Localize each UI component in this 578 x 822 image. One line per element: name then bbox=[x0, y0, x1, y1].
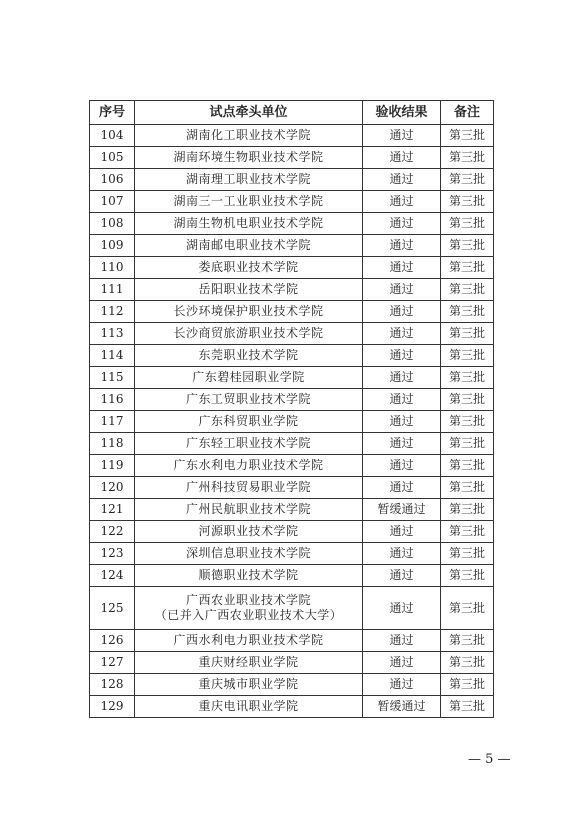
table-row bbox=[90, 477, 494, 499]
cell-lead-unit bbox=[135, 323, 363, 345]
cell-acceptance-result: 通过 bbox=[363, 565, 441, 587]
cell-lead-unit bbox=[135, 521, 363, 543]
cell-acceptance-result: 通过 bbox=[363, 147, 441, 169]
lead-unit-line: 重庆财经职业学院 bbox=[198, 655, 299, 669]
table-row bbox=[90, 147, 494, 169]
cell-lead-unit bbox=[135, 674, 363, 696]
cell-serial-number: 110 bbox=[90, 257, 135, 279]
cell-serial-number: 123 bbox=[90, 543, 135, 565]
cell-remarks: 第三批 bbox=[441, 565, 494, 587]
cell-remarks: 第三批 bbox=[441, 499, 494, 521]
lead-unit-line: 重庆城市职业学院 bbox=[198, 677, 299, 691]
cell-serial-number: 104 bbox=[90, 125, 135, 147]
cell-serial-number: 108 bbox=[90, 213, 135, 235]
cell-lead-unit bbox=[135, 301, 363, 323]
lead-unit-line: 广州民航职业技术学院 bbox=[185, 502, 311, 516]
table-row bbox=[90, 521, 494, 543]
cell-remarks: 第三批 bbox=[441, 213, 494, 235]
cell-acceptance-result: 通过 bbox=[363, 191, 441, 213]
lead-unit-line: 重庆电讯职业学院 bbox=[198, 699, 299, 713]
lead-unit-line: 岳阳职业技术学院 bbox=[198, 282, 299, 296]
cell-remarks: 第三批 bbox=[441, 257, 494, 279]
lead-unit-line: 广东水利电力职业技术学院 bbox=[173, 458, 324, 472]
cell-remarks: 第三批 bbox=[441, 543, 494, 565]
table-row bbox=[90, 587, 494, 630]
cell-remarks: 第三批 bbox=[441, 191, 494, 213]
cell-serial-number: 106 bbox=[90, 169, 135, 191]
cell-lead-unit bbox=[135, 213, 363, 235]
cell-lead-unit bbox=[135, 191, 363, 213]
cell-serial-number: 118 bbox=[90, 433, 135, 455]
table-row bbox=[90, 674, 494, 696]
cell-remarks: 第三批 bbox=[441, 169, 494, 191]
cell-lead-unit bbox=[135, 499, 363, 521]
page-number: — 5 — bbox=[468, 752, 511, 767]
cell-acceptance-result: 通过 bbox=[363, 301, 441, 323]
cell-lead-unit bbox=[135, 257, 363, 279]
cell-acceptance-result: 通过 bbox=[363, 367, 441, 389]
cell-acceptance-result: 通过 bbox=[363, 652, 441, 674]
table-header-row bbox=[90, 101, 494, 125]
lead-unit-line: 广西水利电力职业技术学院 bbox=[173, 633, 324, 647]
cell-serial-number: 114 bbox=[90, 345, 135, 367]
cell-remarks: 第三批 bbox=[441, 389, 494, 411]
lead-unit-line: 湖南邮电职业技术学院 bbox=[185, 238, 311, 252]
cell-serial-number: 129 bbox=[90, 696, 135, 718]
table-row bbox=[90, 499, 494, 521]
cell-lead-unit bbox=[135, 630, 363, 652]
cell-acceptance-result: 通过 bbox=[363, 630, 441, 652]
cell-remarks: 第三批 bbox=[441, 674, 494, 696]
cell-acceptance-result: 通过 bbox=[363, 543, 441, 565]
cell-acceptance-result: 通过 bbox=[363, 674, 441, 696]
lead-unit-line: （已并入广西农业职业技术大学） bbox=[154, 608, 343, 622]
table-row bbox=[90, 630, 494, 652]
cell-acceptance-result: 通过 bbox=[363, 411, 441, 433]
table-row bbox=[90, 411, 494, 433]
table-row bbox=[90, 389, 494, 411]
cell-remarks: 第三批 bbox=[441, 279, 494, 301]
table-row bbox=[90, 433, 494, 455]
table-row bbox=[90, 323, 494, 345]
cell-remarks: 第三批 bbox=[441, 323, 494, 345]
cell-lead-unit bbox=[135, 367, 363, 389]
cell-acceptance-result: 通过 bbox=[363, 125, 441, 147]
cell-acceptance-result: 通过 bbox=[363, 389, 441, 411]
lead-unit-line: 长沙商贸旅游职业技术学院 bbox=[173, 326, 324, 340]
cell-serial-number: 121 bbox=[90, 499, 135, 521]
lead-unit-line: 广东工贸职业技术学院 bbox=[185, 392, 311, 406]
cell-acceptance-result: 通过 bbox=[363, 587, 441, 630]
lead-unit-line: 长沙环境保护职业技术学院 bbox=[173, 304, 324, 318]
cell-acceptance-result: 通过 bbox=[363, 455, 441, 477]
cell-lead-unit bbox=[135, 696, 363, 718]
cell-lead-unit bbox=[135, 279, 363, 301]
table-row bbox=[90, 301, 494, 323]
table-row bbox=[90, 213, 494, 235]
cell-remarks: 第三批 bbox=[441, 477, 494, 499]
table-body bbox=[90, 125, 494, 718]
cell-serial-number: 125 bbox=[90, 587, 135, 630]
cell-serial-number: 124 bbox=[90, 565, 135, 587]
cell-acceptance-result: 通过 bbox=[363, 169, 441, 191]
cell-lead-unit bbox=[135, 543, 363, 565]
cell-acceptance-result: 通过 bbox=[363, 433, 441, 455]
cell-serial-number: 105 bbox=[90, 147, 135, 169]
cell-acceptance-result: 通过 bbox=[363, 345, 441, 367]
cell-serial-number: 113 bbox=[90, 323, 135, 345]
lead-unit-line: 广州科技贸易职业学院 bbox=[185, 480, 311, 494]
cell-remarks: 第三批 bbox=[441, 630, 494, 652]
lead-unit-line: 湖南环境生物职业技术学院 bbox=[173, 150, 324, 164]
lead-unit-line: 湖南化工职业技术学院 bbox=[185, 128, 311, 142]
table-row bbox=[90, 543, 494, 565]
cell-lead-unit bbox=[135, 587, 363, 630]
cell-remarks: 第三批 bbox=[441, 345, 494, 367]
header-acceptance-result: 验收结果 bbox=[363, 101, 441, 125]
cell-acceptance-result: 通过 bbox=[363, 235, 441, 257]
header-serial-number: 序号 bbox=[90, 101, 135, 125]
table-row bbox=[90, 696, 494, 718]
table-row bbox=[90, 279, 494, 301]
cell-remarks: 第三批 bbox=[441, 235, 494, 257]
cell-acceptance-result: 暂缓通过 bbox=[363, 499, 441, 521]
table-row bbox=[90, 125, 494, 147]
cell-remarks: 第三批 bbox=[441, 521, 494, 543]
cell-serial-number: 120 bbox=[90, 477, 135, 499]
lead-unit-line: 顺德职业技术学院 bbox=[198, 568, 299, 582]
cell-lead-unit bbox=[135, 565, 363, 587]
table-row bbox=[90, 652, 494, 674]
cell-remarks: 第三批 bbox=[441, 147, 494, 169]
header-remarks: 备注 bbox=[441, 101, 494, 125]
lead-unit-line: 广东碧桂园职业学院 bbox=[192, 370, 305, 384]
cell-remarks: 第三批 bbox=[441, 696, 494, 718]
cell-acceptance-result: 通过 bbox=[363, 279, 441, 301]
cell-serial-number: 128 bbox=[90, 674, 135, 696]
lead-unit-line: 娄底职业技术学院 bbox=[198, 260, 299, 274]
cell-serial-number: 122 bbox=[90, 521, 135, 543]
cell-remarks: 第三批 bbox=[441, 125, 494, 147]
table-row bbox=[90, 257, 494, 279]
acceptance-results-table bbox=[89, 100, 494, 718]
cell-remarks: 第三批 bbox=[441, 433, 494, 455]
cell-serial-number: 107 bbox=[90, 191, 135, 213]
cell-acceptance-result: 通过 bbox=[363, 257, 441, 279]
cell-serial-number: 111 bbox=[90, 279, 135, 301]
cell-lead-unit bbox=[135, 389, 363, 411]
lead-unit-line: 广东科贸职业学院 bbox=[198, 414, 299, 428]
cell-lead-unit bbox=[135, 652, 363, 674]
cell-serial-number: 127 bbox=[90, 652, 135, 674]
cell-lead-unit bbox=[135, 169, 363, 191]
header-lead-unit: 试点牵头单位 bbox=[135, 101, 363, 125]
cell-remarks: 第三批 bbox=[441, 587, 494, 630]
lead-unit-line: 湖南理工职业技术学院 bbox=[185, 172, 311, 186]
cell-lead-unit bbox=[135, 455, 363, 477]
table-row bbox=[90, 367, 494, 389]
table-row bbox=[90, 235, 494, 257]
cell-lead-unit bbox=[135, 125, 363, 147]
table-row bbox=[90, 345, 494, 367]
lead-unit-line: 东莞职业技术学院 bbox=[198, 348, 299, 362]
cell-acceptance-result: 暂缓通过 bbox=[363, 696, 441, 718]
lead-unit-line: 湖南三一工业职业技术学院 bbox=[173, 194, 324, 208]
table-row bbox=[90, 455, 494, 477]
cell-acceptance-result: 通过 bbox=[363, 477, 441, 499]
cell-lead-unit bbox=[135, 477, 363, 499]
cell-serial-number: 109 bbox=[90, 235, 135, 257]
cell-lead-unit bbox=[135, 147, 363, 169]
lead-unit-line: 深圳信息职业技术学院 bbox=[185, 546, 311, 560]
table-row bbox=[90, 169, 494, 191]
cell-acceptance-result: 通过 bbox=[363, 213, 441, 235]
cell-serial-number: 126 bbox=[90, 630, 135, 652]
table-row bbox=[90, 191, 494, 213]
lead-unit-line: 广西农业职业技术学院 bbox=[185, 593, 311, 607]
cell-serial-number: 112 bbox=[90, 301, 135, 323]
lead-unit-line: 广东轻工职业技术学院 bbox=[185, 436, 311, 450]
cell-lead-unit bbox=[135, 411, 363, 433]
cell-remarks: 第三批 bbox=[441, 367, 494, 389]
cell-serial-number: 117 bbox=[90, 411, 135, 433]
cell-remarks: 第三批 bbox=[441, 652, 494, 674]
cell-remarks: 第三批 bbox=[441, 411, 494, 433]
table-row bbox=[90, 565, 494, 587]
cell-remarks: 第三批 bbox=[441, 455, 494, 477]
cell-lead-unit bbox=[135, 345, 363, 367]
cell-remarks: 第三批 bbox=[441, 301, 494, 323]
cell-serial-number: 119 bbox=[90, 455, 135, 477]
cell-lead-unit bbox=[135, 433, 363, 455]
cell-serial-number: 116 bbox=[90, 389, 135, 411]
cell-acceptance-result: 通过 bbox=[363, 323, 441, 345]
lead-unit-line: 河源职业技术学院 bbox=[198, 524, 299, 538]
cell-lead-unit bbox=[135, 235, 363, 257]
cell-acceptance-result: 通过 bbox=[363, 521, 441, 543]
lead-unit-line: 湖南生物机电职业技术学院 bbox=[173, 216, 324, 230]
cell-serial-number: 115 bbox=[90, 367, 135, 389]
